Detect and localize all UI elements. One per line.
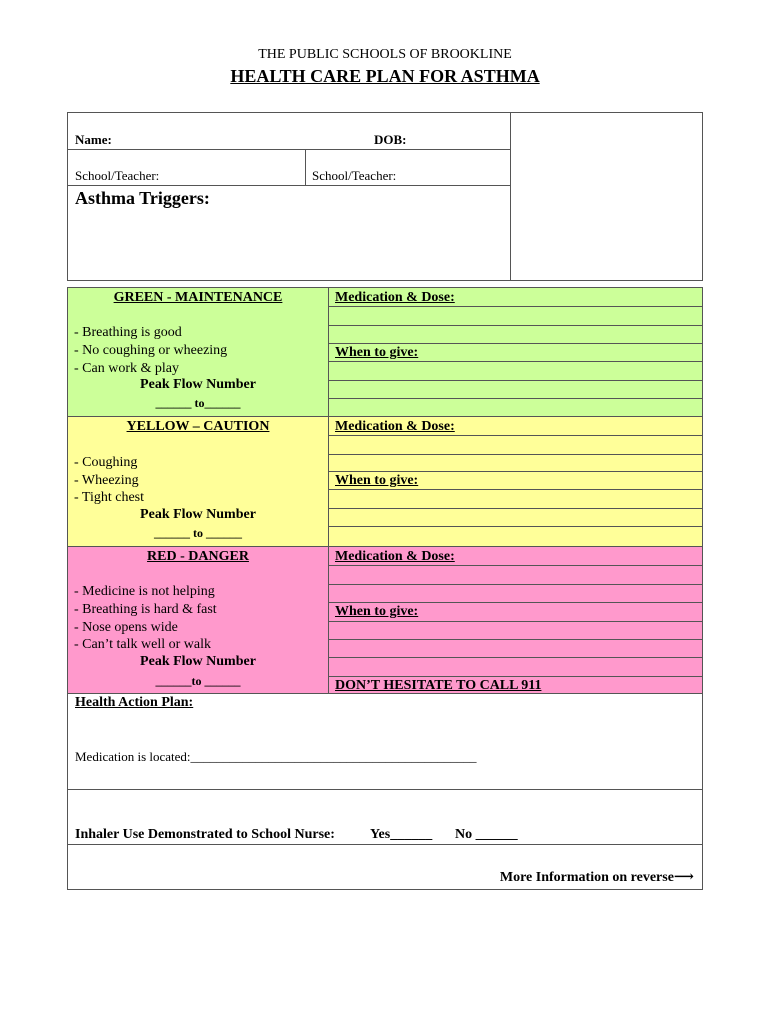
yellow-symptom-3: - Tight chest bbox=[74, 490, 145, 505]
page-title bbox=[0, 66, 770, 87]
green-symptom-3: - Can work & play bbox=[74, 361, 179, 376]
action-plan-section bbox=[67, 693, 703, 890]
dob-label: DOB: bbox=[374, 132, 407, 147]
medication-entry-line bbox=[329, 657, 702, 658]
red-symptom-3: - Nose opens wide bbox=[74, 620, 178, 635]
inhaler-yes-field[interactable]: Yes______ bbox=[370, 827, 433, 842]
medication-entry-line bbox=[329, 435, 702, 436]
yellow-zone-heading: YELLOW – CAUTION bbox=[126, 419, 270, 434]
yellow-med-area bbox=[329, 417, 702, 546]
medication-entry-line bbox=[329, 380, 702, 381]
inhaler-demo-label: Inhaler Use Demonstrated to School Nurse: bbox=[75, 827, 335, 842]
medication-entry-line bbox=[329, 565, 702, 566]
green-medication-label: Medication & Dose: bbox=[335, 290, 455, 305]
school-teacher-label-left: School/Teacher: bbox=[75, 168, 160, 183]
green-med-area bbox=[329, 288, 702, 416]
medication-entry-line bbox=[329, 325, 702, 326]
medication-entry-line bbox=[329, 343, 702, 344]
green-zone-heading: GREEN - MAINTENANCE bbox=[113, 290, 283, 305]
school-teacher-label-right: School/Teacher: bbox=[312, 168, 397, 183]
yellow-zone bbox=[67, 416, 703, 547]
health-action-plan-label: Health Action Plan: bbox=[75, 695, 194, 710]
yellow-peak-flow-range: ______ to ______ bbox=[154, 526, 242, 540]
medication-entry-line bbox=[329, 584, 702, 585]
red-when-label: When to give: bbox=[335, 604, 419, 619]
green-symptom-1: - Breathing is good bbox=[74, 325, 182, 340]
student-info-box bbox=[67, 112, 703, 281]
green-peak-flow-label: Peak Flow Number bbox=[140, 377, 256, 392]
bottom-divider-1 bbox=[68, 789, 702, 790]
yellow-symptom-2: - Wheezing bbox=[74, 473, 139, 488]
name-label: Name: bbox=[75, 132, 112, 147]
info-row-line-2 bbox=[68, 185, 510, 186]
medication-entry-line bbox=[329, 471, 702, 472]
medication-entry-line bbox=[329, 306, 702, 307]
school-district-name: THE PUBLIC SCHOOLS OF BROOKLINE bbox=[258, 47, 512, 62]
medication-entry-line bbox=[329, 398, 702, 399]
red-medication-label: Medication & Dose: bbox=[335, 549, 455, 564]
green-symptom-2: - No coughing or wheezing bbox=[74, 343, 228, 358]
info-row-line-1 bbox=[68, 149, 510, 150]
call-911-warning: DON’T HESITATE TO CALL 911 bbox=[335, 678, 542, 693]
medication-location-line: Medication is located:____________________________________________ bbox=[75, 749, 477, 764]
asthma-triggers-label: Asthma Triggers: bbox=[75, 188, 210, 208]
red-zone-heading: RED - DANGER bbox=[147, 549, 249, 564]
medication-entry-line bbox=[329, 602, 702, 603]
medication-entry-line bbox=[329, 526, 702, 527]
green-when-label: When to give: bbox=[335, 345, 419, 360]
yellow-when-label: When to give: bbox=[335, 473, 419, 488]
yellow-medication-label: Medication & Dose: bbox=[335, 419, 455, 434]
medication-entry-line bbox=[329, 639, 702, 640]
red-peak-flow-range: ______to ______ bbox=[155, 674, 241, 688]
more-info-reverse: More Information on reverse⟶ bbox=[499, 870, 694, 885]
red-symptom-2: - Breathing is hard & fast bbox=[74, 602, 217, 617]
red-symptom-1: - Medicine is not helping bbox=[74, 584, 215, 599]
page-title-text: HEALTH CARE PLAN FOR ASTHMA bbox=[230, 66, 540, 86]
medication-entry-line bbox=[329, 508, 702, 509]
bottom-divider-2 bbox=[68, 844, 702, 845]
photo-area bbox=[511, 113, 702, 280]
red-symptom-4: - Can’t talk well or walk bbox=[74, 637, 211, 652]
green-zone bbox=[67, 287, 703, 417]
medication-entry-line bbox=[329, 361, 702, 362]
medication-entry-line bbox=[329, 489, 702, 490]
medication-entry-line bbox=[329, 454, 702, 455]
red-peak-flow-label: Peak Flow Number bbox=[140, 654, 256, 669]
school-divider bbox=[305, 149, 306, 185]
yellow-peak-flow-label: Peak Flow Number bbox=[140, 507, 256, 522]
green-peak-flow-range: ______ to______ bbox=[155, 396, 241, 410]
medication-entry-line bbox=[329, 621, 702, 622]
red-zone bbox=[67, 546, 703, 694]
yellow-symptom-1: - Coughing bbox=[74, 455, 138, 470]
inhaler-no-field[interactable]: No ______ bbox=[455, 827, 518, 842]
red-med-area bbox=[329, 547, 702, 693]
medication-entry-line bbox=[329, 676, 702, 677]
